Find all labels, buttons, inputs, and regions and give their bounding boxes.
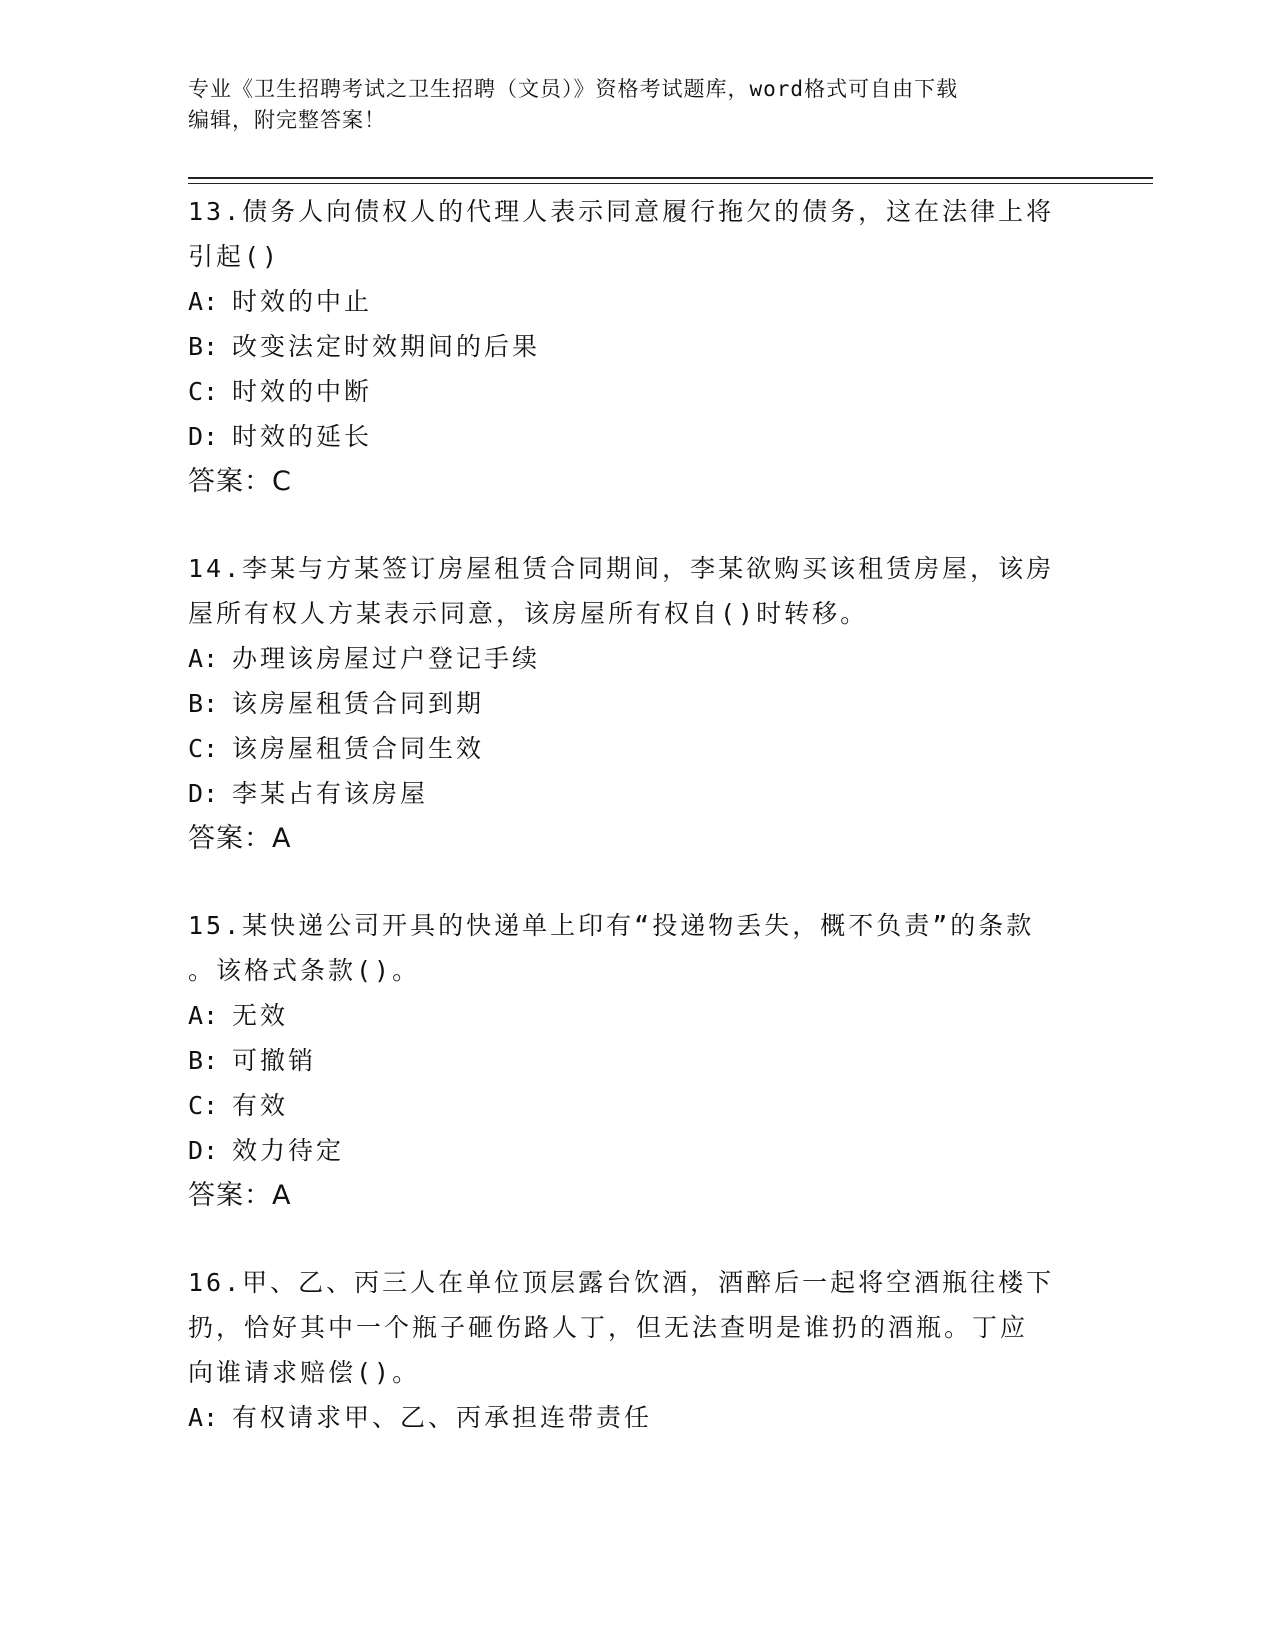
header-line: 专业《卫生招聘考试之卫生招聘（文员）》资格考试题库，word格式可自由下载 (188, 77, 959, 101)
option-c (188, 369, 1088, 414)
answer-line: 答案：A (188, 823, 292, 854)
question-stem-line: 14.李某与方某签订房屋租赁合同期间，李某欲购买该租赁房屋，该房 (188, 554, 1055, 583)
option-text: 有效 (232, 1091, 289, 1120)
answer-line: 答案：A (188, 1180, 292, 1211)
option-text: 效力待定 (232, 1136, 345, 1165)
question-stem (188, 903, 1088, 993)
option-letter: A: (188, 1001, 219, 1030)
option-c (188, 1083, 1088, 1128)
question-stem-line: 向谁请求赔偿()。 (188, 1358, 421, 1387)
header-line: 编辑，附完整答案！ (188, 108, 386, 132)
option-text: 该房屋租赁合同生效 (232, 734, 485, 763)
question-14 (188, 546, 1088, 861)
option-letter: D: (188, 779, 219, 808)
option-a (188, 636, 1088, 681)
option-text: 时效的延长 (232, 422, 373, 451)
option-a (188, 279, 1088, 324)
option-b (188, 1038, 1088, 1083)
option-b (188, 681, 1088, 726)
question-stem-line: 扔，恰好其中一个瓶子砸伤路人丁，但无法查明是谁扔的酒瓶。丁应 (188, 1313, 1029, 1342)
option-a (188, 993, 1088, 1038)
question-stem-line: 15.某快递公司开具的快递单上印有“投递物丢失，概不负责”的条款 (188, 911, 1035, 940)
question-stem (188, 546, 1088, 636)
answer-line: 答案：C (188, 466, 292, 497)
option-d (188, 1128, 1088, 1173)
option-text: 时效的中止 (232, 287, 373, 316)
question-stem-line: 引起() (188, 242, 281, 271)
option-b (188, 324, 1088, 369)
question-13 (188, 189, 1088, 504)
option-letter: A: (188, 1403, 219, 1432)
option-letter: C: (188, 734, 219, 763)
question-stem-line: 16.甲、乙、丙三人在单位顶层露台饮酒，酒醉后一起将空酒瓶往楼下 (188, 1268, 1055, 1297)
option-letter: C: (188, 1091, 219, 1120)
question-15 (188, 903, 1088, 1218)
question-stem-line: 屋所有权人方某表示同意，该房屋所有权自()时转移。 (188, 599, 869, 628)
option-text: 时效的中断 (232, 377, 373, 406)
question-16 (188, 1260, 1088, 1440)
option-text: 可撤销 (232, 1046, 317, 1075)
option-text: 无效 (232, 1001, 289, 1030)
question-list (188, 189, 1088, 1482)
question-stem-line: 。该格式条款()。 (188, 956, 421, 985)
option-letter: B: (188, 689, 219, 718)
option-letter: A: (188, 287, 219, 316)
option-letter: A: (188, 644, 219, 673)
option-text: 李某占有该房屋 (232, 779, 429, 808)
document-header (188, 74, 1068, 136)
question-stem-line: 13.债务人向债权人的代理人表示同意履行拖欠的债务，这在法律上将 (188, 197, 1055, 226)
option-a (188, 1395, 1088, 1440)
option-d (188, 414, 1088, 459)
option-c (188, 726, 1088, 771)
option-d (188, 771, 1088, 816)
option-letter: B: (188, 1046, 219, 1075)
question-stem (188, 1260, 1088, 1395)
option-text: 有权请求甲、乙、丙承担连带责任 (232, 1403, 653, 1432)
option-text: 办理该房屋过户登记手续 (232, 644, 541, 673)
header-divider-thick (188, 177, 1153, 179)
question-stem (188, 189, 1088, 279)
header-divider-thin (188, 183, 1153, 184)
option-letter: D: (188, 422, 219, 451)
option-text: 改变法定时效期间的后果 (232, 332, 541, 361)
option-text: 该房屋租赁合同到期 (232, 689, 485, 718)
option-letter: B: (188, 332, 219, 361)
option-letter: D: (188, 1136, 219, 1165)
option-letter: C: (188, 377, 219, 406)
